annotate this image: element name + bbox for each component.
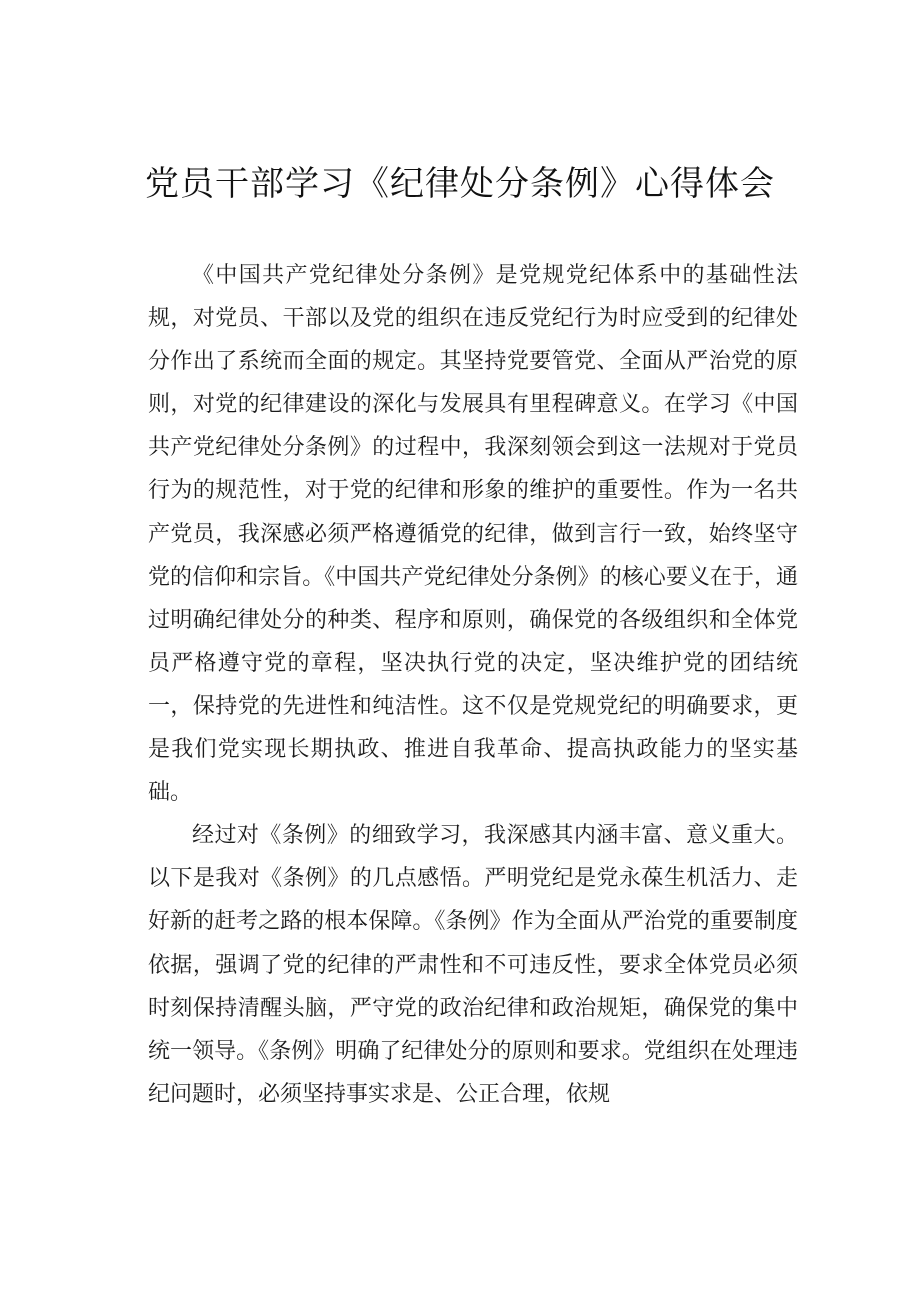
document-title: 党员干部学习《纪律处分条例》心得体会	[145, 164, 775, 204]
paragraph-2: 经过对《条例》的细致学习，我深感其内涵丰富、意义重大。以下是我对《条例》的几点感悟。严明党纪是党永葆生机活力、走好新的赶考之路的根本保障。《条例》作为全面从严治党的重要制度依据，强调了党的纪律的严肃性和不可违反性，要求全体党员必须时刻保持清醒头脑，严守党的政治纪律和政治规矩，确保党的集中统一领导。《条例》明确了纪律处分的原则和要求。党组织在处理违纪问题时，必须坚持事实求是、公正合理，依规	[148, 823, 798, 1107]
document-body	[148, 254, 798, 1116]
paragraph-1: 《中国共产党纪律处分条例》是党规党纪体系中的基础性法规，对党员、干部以及党的组织在违反党纪行为时应受到的纪律处分作出了系统而全面的规定。其坚持党要管党、全面从严治党的原则，对党的纪律建设的深化与发展具有里程碑意义。在学习《中国共产党纪律处分条例》的过程中，我深刻领会到这一法规对于党员行为的规范性，对于党的纪律和形象的维护的重要性。作为一名共产党员，我深感必须严格遵循党的纪律，做到言行一致，始终坚守党的信仰和宗旨。《中国共产党纪律处分条例》的核心要义在于，通过明确纪律处分的种类、程序和原则，确保党的各级组织和全体党员严格遵守党的章程，坚决执行党的决定，坚决维护党的团结统一，保持党的先进性和纯洁性。这不仅是党规党纪的明确要求，更是我们党实现长期执政、推进自我革命、提高执政能力的坚实基础。	[148, 263, 798, 806]
